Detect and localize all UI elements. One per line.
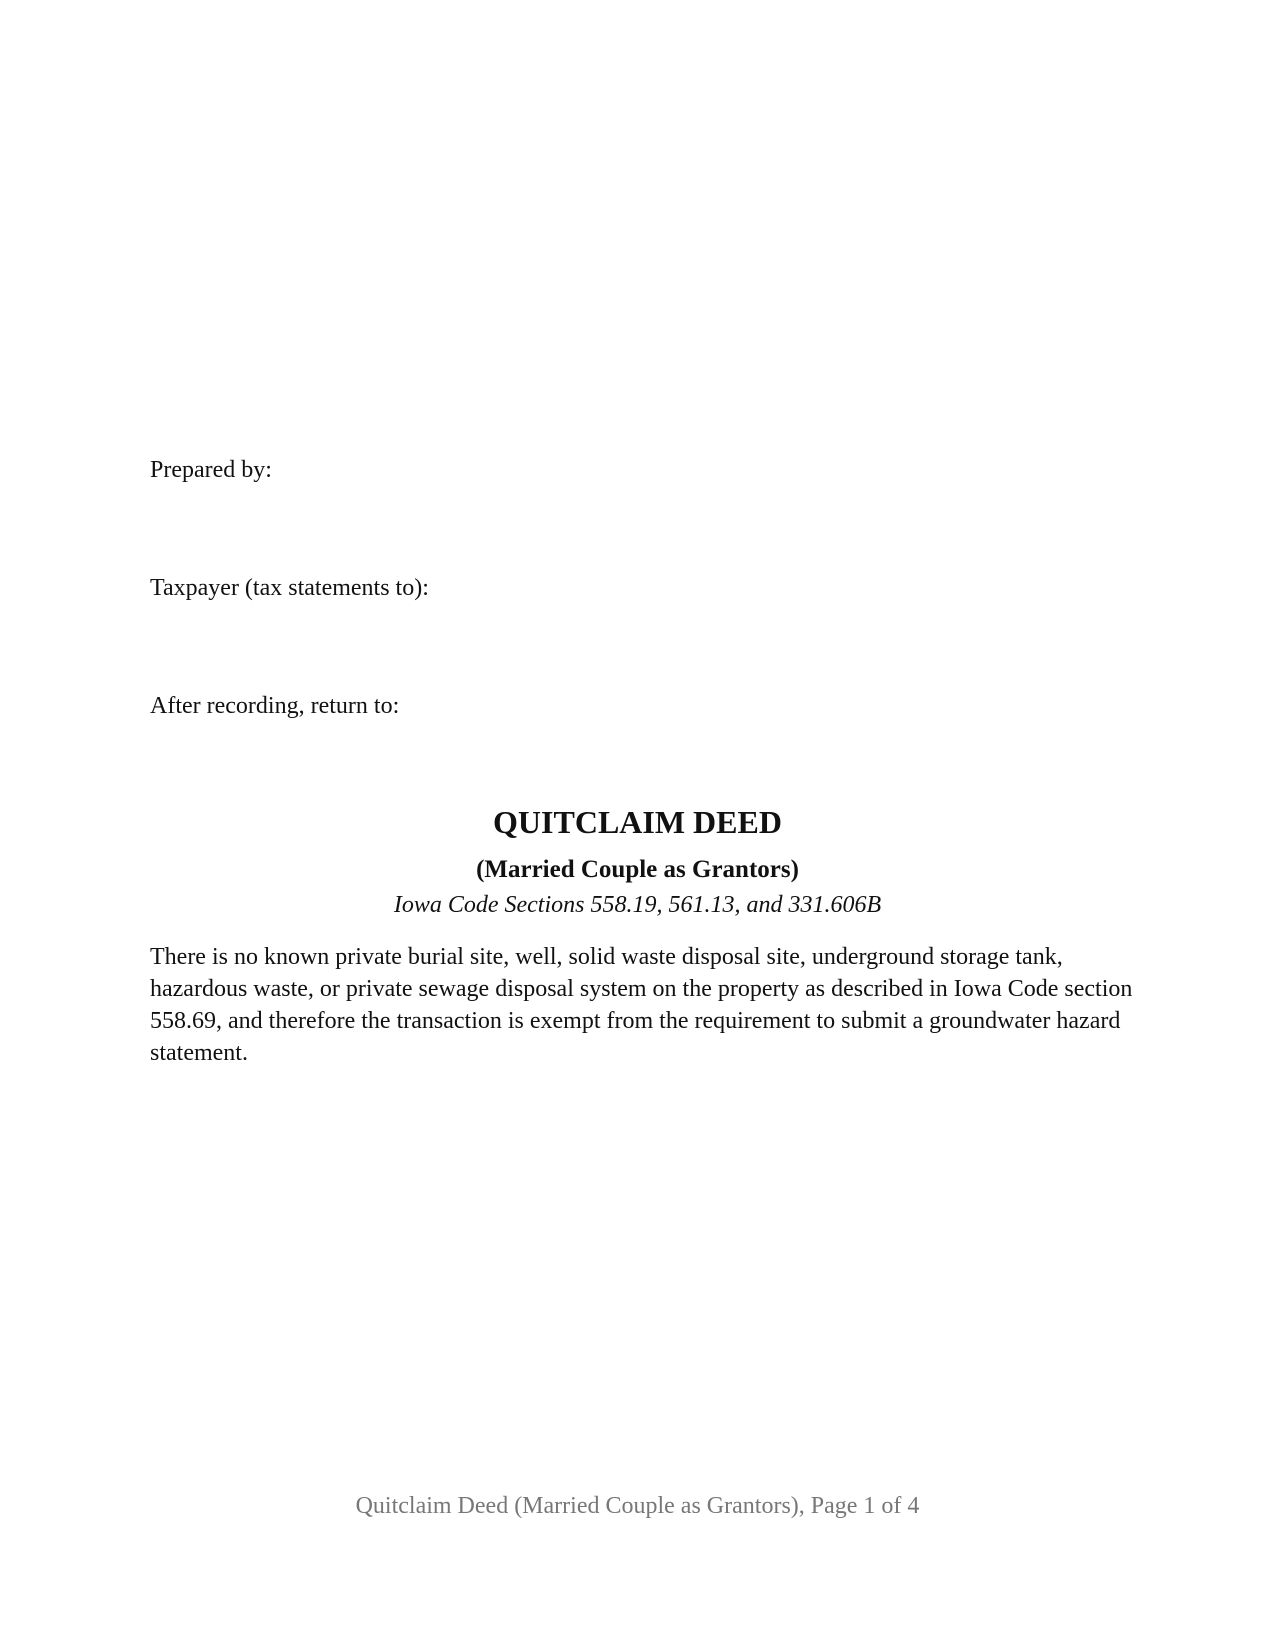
code-reference: Iowa Code Sections 558.19, 561.13, and 331.606B — [393, 892, 882, 918]
return-to-label: After recording, return to: — [150, 693, 400, 719]
page-footer: Quitclaim Deed (Married Couple as Grantors), Page 1 of 4 — [355, 1493, 920, 1519]
taxpayer-label: Taxpayer (tax statements to): — [150, 575, 429, 601]
prepared-by-label: Prepared by: — [150, 457, 272, 483]
document-subtitle: (Married Couple as Grantors) — [476, 856, 799, 883]
document-title: QUITCLAIM DEED — [493, 804, 782, 840]
groundwater-disclosure: There is no known private burial site, well, solid waste disposal site, underground storage tank, hazardous waste, or private sewage disposal system on the property as described in Iowa Code section 558.69, and therefore the transaction is exempt from the requirement to submit a groundwater hazard statement. — [150, 944, 1133, 1066]
